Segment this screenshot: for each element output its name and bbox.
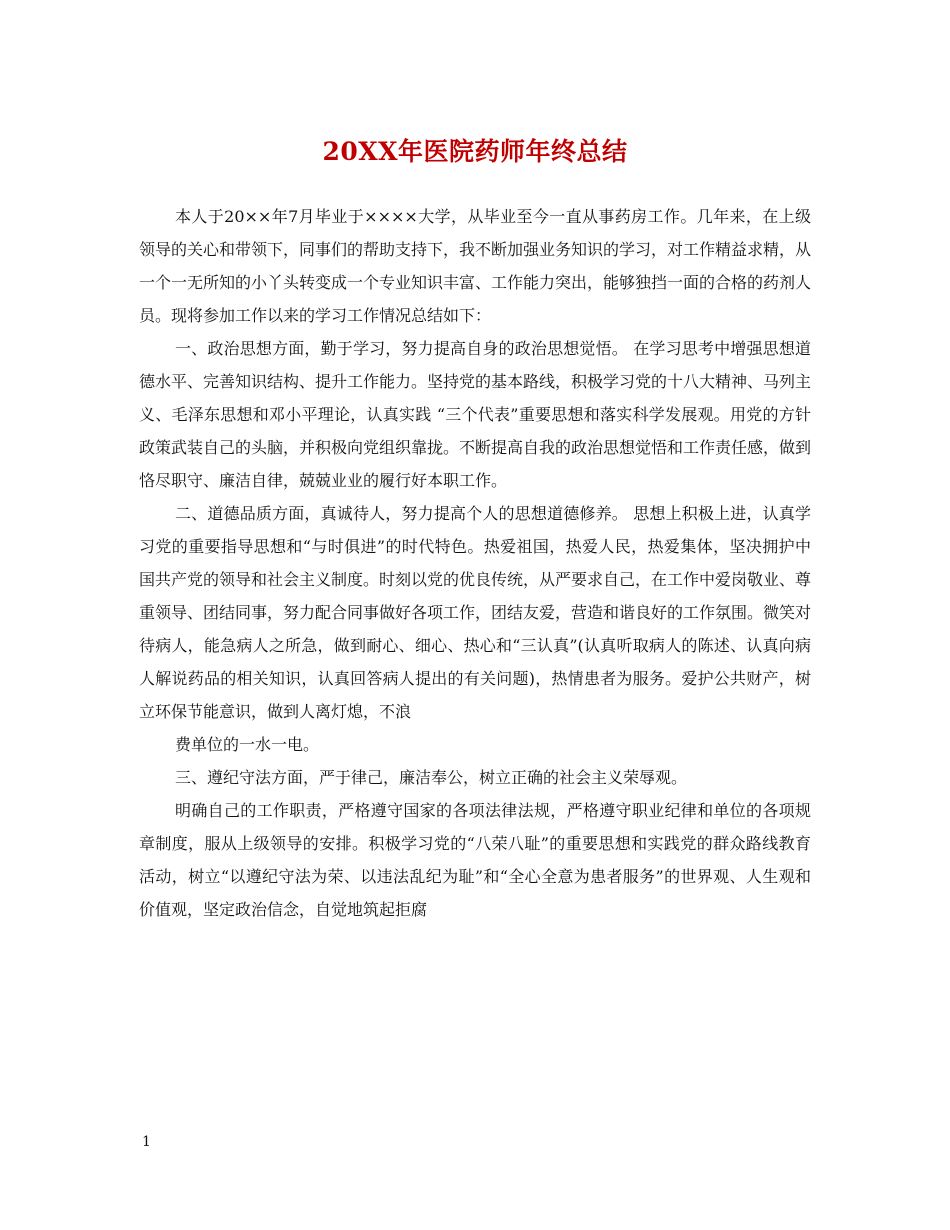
paragraph-moral: 二、道德品质方面，真诚待人，努力提高个人的思想道德修养。 思想上积极上进，认真学习党的重要指导思想和“与时俱进”的时代特色。热爱祖国，热爱人民，热爱集体，坚决拥护中国共产党的领导和社会主义制度。时刻以党的优良传统，从严要求自己，在工作中爱岗敬业、尊重领导、团结同事，努力配合同事做好各项工作，团结友爱，营造和谐良好的工作氛围。微笑对待病人，能急病人之所急，做到耐心、细心、热心和“三认真”(认真听取病人的陈述、认真向病人解说药品的相关知识，认真回答病人提出的有关问题)，热情患者为服务。爱护公共财产，树立环保节能意识，做到人离灯熄，不浪 — [139, 504, 812, 721]
paragraph-law: 明确自己的工作职责，严格遵守国家的各项法律法规，严格遵守职业纪律和单位的各项规章制度，服从上级领导的安排。积极学习党的“八荣八耻”的重要思想和实践党的群众路线教育活动，树立“以遵纪守法为荣、以违法乱纪为耻”和“全心全意为患者服务”的世界观、人生观和价值观，坚定政治信念，自觉地筑起拒腐 — [139, 801, 811, 919]
document-body — [139, 200, 811, 926]
paragraph-law-heading: 三、遵纪守法方面，严于律己，廉洁奉公，树立正确的社会主义荣辱观。 — [175, 768, 688, 787]
page-number: 1 — [142, 1134, 151, 1150]
paragraph-continuation: 费单位的一水一电。 — [175, 735, 320, 754]
paragraph-political: 一、政治思想方面，勤于学习，努力提高自身的政治思想觉悟。 在学习思考中增强思想道德水平、完善知识结构、提升工作能力。坚持党的基本路线，积极学习党的十八大精神、马列主义、毛泽东思想和邓小平理论，认真实践 “三个代表”重要思想和落实科学发展观。用党的方针政策武装自己的头脑，并积极向党组织靠拢。不断提高自我的政治思想觉悟和工作责任感，做到恪尽职守、廉洁自律，兢兢业业的履行好本职工作。 — [139, 339, 812, 490]
document-title: 20XX年医院药师年终总结 — [322, 137, 628, 166]
paragraph-intro: 本人于20××年7月毕业于××××大学，从毕业至今一直从事药房工作。几年来，在上级领导的关心和带领下，同事们的帮助支持下，我不断加强业务知识的学习，对工作精益求精，从一个一无所知的小丫头转变成一个专业知识丰富、工作能力突出，能够独挡一面的合格的药剂人员。现将参加工作以来的学习工作情况总结如下： — [139, 207, 812, 325]
